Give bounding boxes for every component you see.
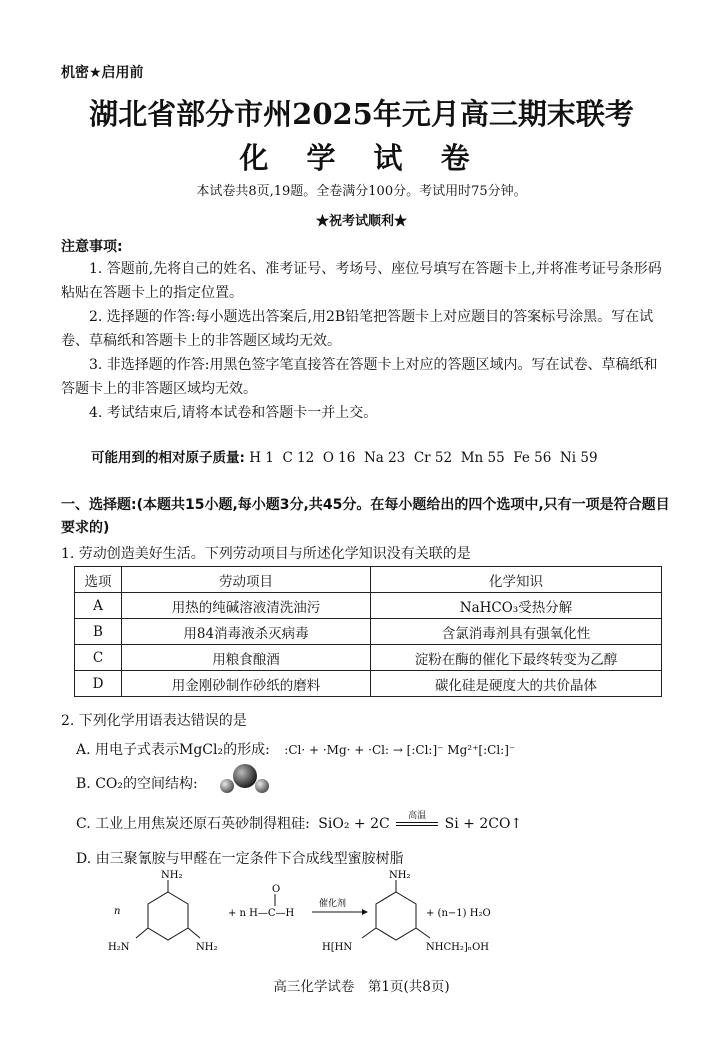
table-cell: 淀粉在酶的催化下最终转变为乙醇 [371, 645, 662, 671]
note-item: 1. 答题前,先将自己的姓名、准考证号、考场号、座位号填写在答题卡上,并将准考证号条形码粘贴在答题卡上的指定位置。 [61, 261, 662, 301]
chain-end-label: H[HN [322, 942, 353, 953]
table-header: 选项 [75, 567, 122, 593]
coefficient-n: n [114, 906, 121, 917]
notes-heading: 注意事项: [61, 239, 123, 255]
exam-info: 本试卷共8页,19题。全卷满分100分。考试用时75分钟。 [196, 184, 527, 199]
oxygen-atom [220, 779, 234, 793]
table-header: 劳动项目 [122, 567, 371, 593]
carbon-atom [233, 764, 257, 788]
option-c [76, 813, 522, 833]
question-1-stem: 1. 劳动创造美好生活。下列劳动项目与所述化学知识没有关联的是 [61, 546, 471, 562]
equation-reactants: SiO₂ + 2C [318, 816, 390, 832]
exam-title: 湖北省部分市州2025年元月高三期末联考 [89, 97, 634, 131]
amine-label: NH₂ [161, 870, 183, 881]
option-c-text: C. 工业上用焦炭还原石英砂制得粗硅: [76, 816, 310, 832]
question-1-table [74, 566, 662, 697]
atomic-masses-values: H 1 C 12 O 16 Na 23 Cr 52 Mn 55 Fe 56 Ni 59 [249, 450, 598, 466]
option-a-text: A. 用电子式表示MgCl₂的形成: [76, 742, 270, 758]
table-cell: 用84消毒液杀灭病毒 [122, 619, 371, 645]
table-row [75, 619, 662, 645]
confidential-label: 机密★启用前 [61, 65, 144, 81]
note-item: 2. 选择题的作答:每小题选出答案后,用2B铅笔把答题卡上对应题目的答案标号涂黑。写在试卷、草稿纸和答题卡上的非答题区域均无效。 [61, 309, 654, 349]
oxygen-atom [255, 779, 269, 793]
amine-label: NH₂ [389, 870, 411, 881]
table-cell: C [75, 645, 122, 671]
table-cell: A [75, 593, 122, 619]
chain-end-label: NHCH₂]ₙOH [426, 942, 489, 953]
table-cell: B [75, 619, 122, 645]
option-b [76, 773, 198, 793]
option-d [76, 848, 404, 868]
option-a [76, 739, 515, 759]
oxygen-label: O [272, 884, 281, 895]
option-b-text: B. CO₂的空间结构: [76, 776, 198, 792]
subject-title: 化 学 试 卷 [239, 141, 484, 175]
reaction-condition [394, 811, 440, 826]
equation-products: Si + 2CO↑ [444, 816, 523, 832]
triazine-ring [148, 892, 188, 940]
melamine-reaction-diagram [100, 866, 520, 960]
plus-n: + n H—C—H [228, 908, 295, 919]
table-row [75, 645, 662, 671]
question-2-stem: 2. 下列化学用语表达错误的是 [61, 713, 247, 729]
table-cell: NaHCO₃受热分解 [371, 593, 662, 619]
atomic-masses [91, 446, 598, 466]
amine-label: NH₂ [196, 942, 218, 953]
arrow-head [362, 909, 368, 915]
table-cell: 用粮食酿酒 [122, 645, 371, 671]
electron-formula: :Cl· + ·Mg· + ·Cl: → [:Cl:]⁻ Mg²⁺[:Cl:]⁻ [284, 743, 516, 757]
atomic-masses-label: 可能用到的相对原子质量: [91, 450, 245, 466]
section-heading: 一、选择题:(本题共15小题,每小题3分,共45分。在每小题给出的四个选项中,只有一项是符合题目要求的) [61, 497, 670, 536]
table-cell: 碳化硅是硬度大的共价晶体 [371, 671, 662, 697]
double-line [396, 822, 438, 826]
table-cell: D [75, 671, 122, 697]
table-cell: 含氯消毒剂具有强氧化性 [371, 619, 662, 645]
page-footer: 高三化学试卷 第1页(共8页) [273, 979, 450, 995]
note-item: 3. 非选择题的作答:用黑色签字笔直接答在答题卡上对应的答题区域内。写在试卷、草稿纸和答题卡上的非答题区域均无效。 [61, 357, 658, 397]
note-item: 4. 考试结束后,请将本试卷和答题卡一并上交。 [89, 405, 378, 421]
table-row [75, 671, 662, 697]
condition-text: 高温 [408, 811, 427, 821]
good-luck: ★祝考试顺利★ [315, 214, 407, 229]
option-d-text: D. 由三聚氰胺与甲醛在一定条件下合成线型蜜胺树脂 [76, 851, 404, 867]
table-row [75, 593, 662, 619]
table-cell: 用热的纯碱溶液清洗油污 [122, 593, 371, 619]
co2-ball-model [215, 762, 275, 796]
product-ring [376, 892, 416, 940]
water-byproduct: + (n−1) H₂O [426, 908, 491, 919]
table-cell: 用金刚砂制作砂纸的磨料 [122, 671, 371, 697]
table-header: 化学知识 [371, 567, 662, 593]
table-header-row [75, 567, 662, 593]
amine-label: H₂N [108, 942, 130, 953]
catalyst-label: 催化剂 [319, 899, 347, 909]
